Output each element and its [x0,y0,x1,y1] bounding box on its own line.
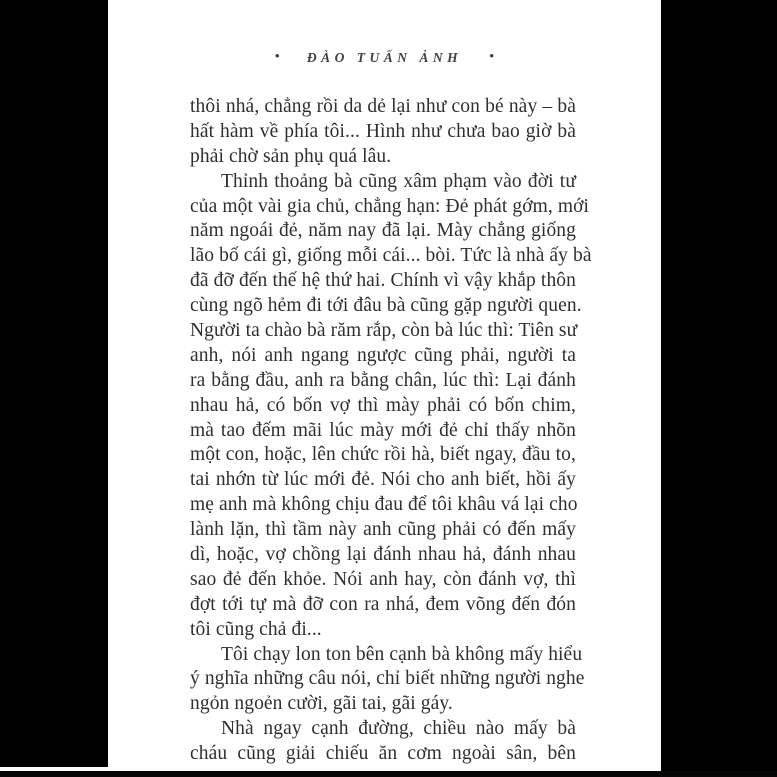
text-line: tai nhớn từ lúc mới đẻ. Nói cho anh biết, hồi ấy [190,469,576,491]
text-line: dì, hoặc, vợ chồng lại đánh nhau hả, đánh nhau [190,544,576,566]
text-line: ý nghĩa những câu nói, chỉ biết những người nghe [190,668,585,690]
text-line: Nhà ngay cạnh đường, chiều nào mấy bà [221,718,576,740]
text-line: nhau hả, có bốn vợ thì mày phải có bốn chim, [190,394,576,416]
text-line: anh, nói anh ngang ngược cũng phải, người ta [190,344,576,366]
text-line: lành lặn, thì tầm này anh cũng phải có đến mấy [190,519,576,541]
text-line: cháu cũng giải chiếu ăn cơm ngoài sân, bên [190,743,576,765]
text-line: cùng ngõ hẻm đi tới đâu bà cũng gặp người quen. [190,295,582,317]
running-head [108,50,661,66]
body-text [190,95,592,767]
text-line: Thỉnh thoảng bà cũng xâm phạm vào đời tư [221,170,576,192]
text-line: năm ngoái đẻ, năm nay đã lại. Mày chẳng giống [190,220,576,242]
scan-edge-right [661,0,777,777]
text-line: lão bố cái gì, giống mỗi cái... bòi. Tức là nhà ấy bà [190,245,592,267]
text-line: sao đẻ đến khỏe. Nói anh hay, còn đánh vợ, thì [190,568,576,590]
text-line: ra bằng đầu, anh ra bằng chân, lúc thì: Lại đánh [190,369,576,391]
text-line: một con, hoặc, lên chức rồi hà, biết ngay, đầu to, [190,444,576,466]
text-line: Tôi chạy lon ton bên cạnh bà không mấy hiểu [221,643,583,665]
text-line: thôi nhá, chẳng rồi da dẻ lại như con bé này – bà [190,96,576,117]
text-line: mà tao đếm mãi lúc mày mới đẻ chỉ thấy nhõn [190,419,576,441]
text-line: của một vài gia chủ, chẳng hạn: Đẻ phát gớm, mới [190,195,590,217]
page-title: ĐÀO TUẤN ẢNH [306,50,463,65]
text-line: đợt tới tự mà đỡ con ra nhá, đem võng đến đón [190,593,576,615]
scan-edge-bottom [0,771,777,777]
header-bullet-left: • [274,48,280,65]
text-line: mẹ anh mà không chịu đau để tôi khâu vá lại cho [190,494,578,516]
text-line: ngỏn ngoẻn cười, gãi tai, gãi gáy. [190,693,453,715]
header-bullet-right: • [489,48,495,65]
text-line: đã đỡ đến thế hệ thứ hai. Chính vì vậy khắp thôn [190,270,576,292]
text-line: hất hàm về phía tôi... Hình như chưa bao giờ bà [190,120,576,142]
text-line: Người ta chào bà răm rắp, còn bà lúc thì: Tiên sư [190,320,578,342]
text-line: phải chờ sản phụ quá lâu. [190,145,392,167]
text-line: tôi cũng chả đi... [190,618,322,640]
scan-edge-left [0,0,108,767]
